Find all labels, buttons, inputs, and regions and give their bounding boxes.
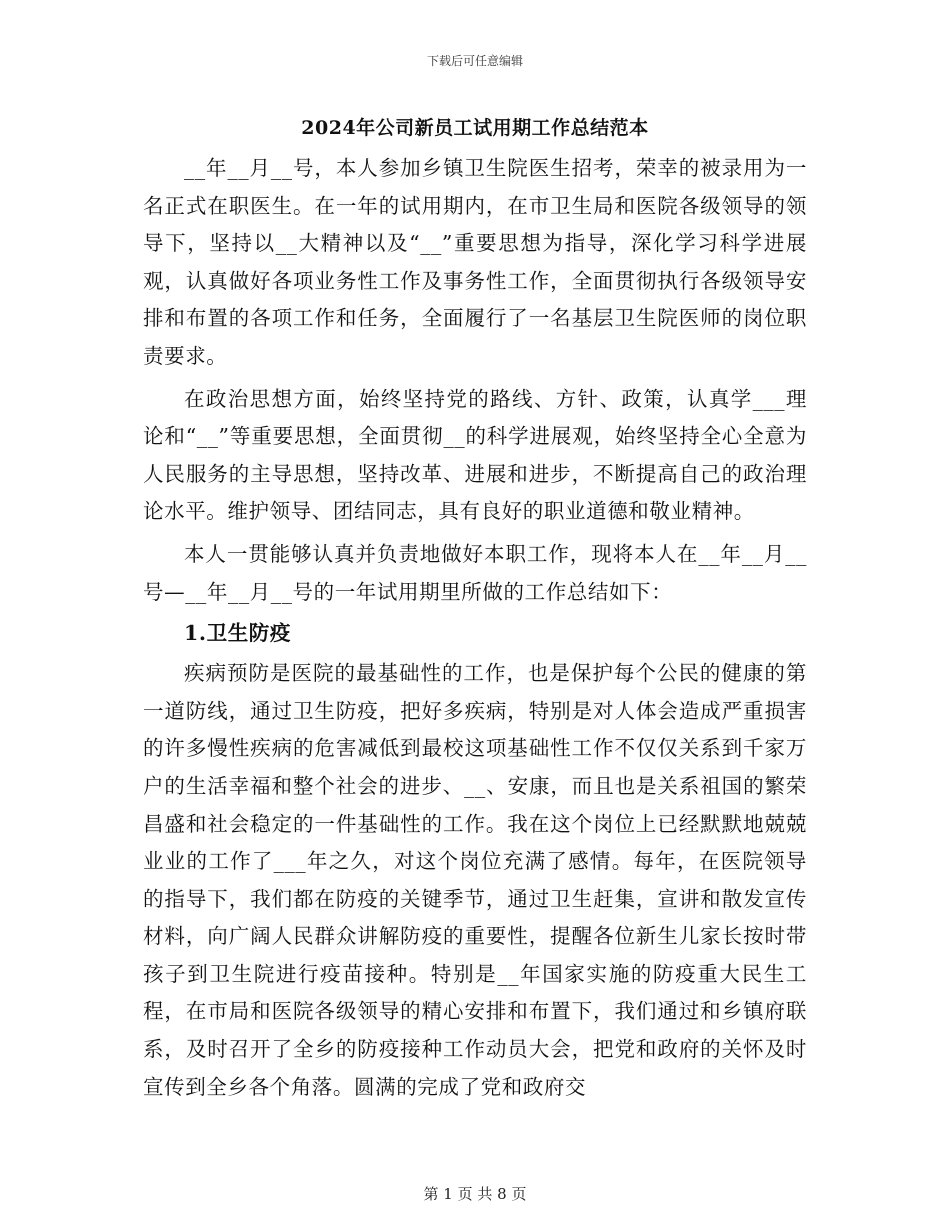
document-title: 2024年公司新员工试用期工作总结范本 — [301, 117, 649, 139]
page-number: 第 1 页 共 8 页 — [423, 1185, 527, 1203]
paragraph-intro-1: __年__月__号，本人参加乡镇卫生院医生招考，荣幸的被录用为一名正式在职医生。在一年的试用期内，在市卫生局和医院各级领导的领导下，坚持以__大精神以及“__”重要思想为指导，深化学习科学进展观，认真做好各项业务性工作及事务性工作，全面贯彻执行各级领导安排和布置的各项工作和任务，全面履行了一名基层卫生院医师的岗位职责要求。 — [143, 156, 807, 368]
section-heading-epidemic-prevention: 1.卫生防疫 — [184, 621, 292, 646]
paragraph-summary-lead: 本人一贯能够认真并负责地做好本职工作，现将本人在__年__月__号—__年__月__号的一年试用期里所做的工作总结如下： — [143, 541, 807, 604]
paragraph-political: 在政治思想方面，始终坚持党的路线、方针、政策，认真学___理论和“__”等重要思想，全面贯彻__的科学进展观，始终坚持全心全意为人民服务的主导思想，坚持改革、进展和进步，不断提高自己的政治理论水平。维护领导、团结同志，具有良好的职业道德和敬业精神。 — [143, 386, 807, 524]
document-body — [143, 112, 807, 1106]
page-header: 下载后可任意编辑 — [426, 54, 523, 68]
paragraph-epidemic-prevention: 疾病预防是医院的最基础性的工作，也是保护每个公民的健康的第一道防线，通过卫生防疫，把好多疾病，特别是对人体会造成严重损害的许多慢性疾病的危害减低到最校这项基础性工作不仅仅关系到千家万户的生活幸福和整个社会的进步、__、安康，而且也是关系祖国的繁荣昌盛和社会稳定的一件基础性的工作。我在这个岗位上已经默默地兢兢业业的工作了___年之久，对这个岗位充满了感情。每年，在医院领导的指导下，我们都在防疫的关键季节，通过卫生赶集，宣讲和散发宣传材料，向广阔人民群众讲解防疫的重要性，提醒各位新生儿家长按时带孩子到卫生院进行疫苗接种。特别是__年国家实施的防疫重大民生工程，在市局和医院各级领导的精心安排和布置下，我们通过和乡镇府联系，及时召开了全乡的防疫接种工作动员大会，把党和政府的关怀及时宣传到全乡各个角落。圆满的完成了党和政府交 — [143, 661, 807, 1099]
